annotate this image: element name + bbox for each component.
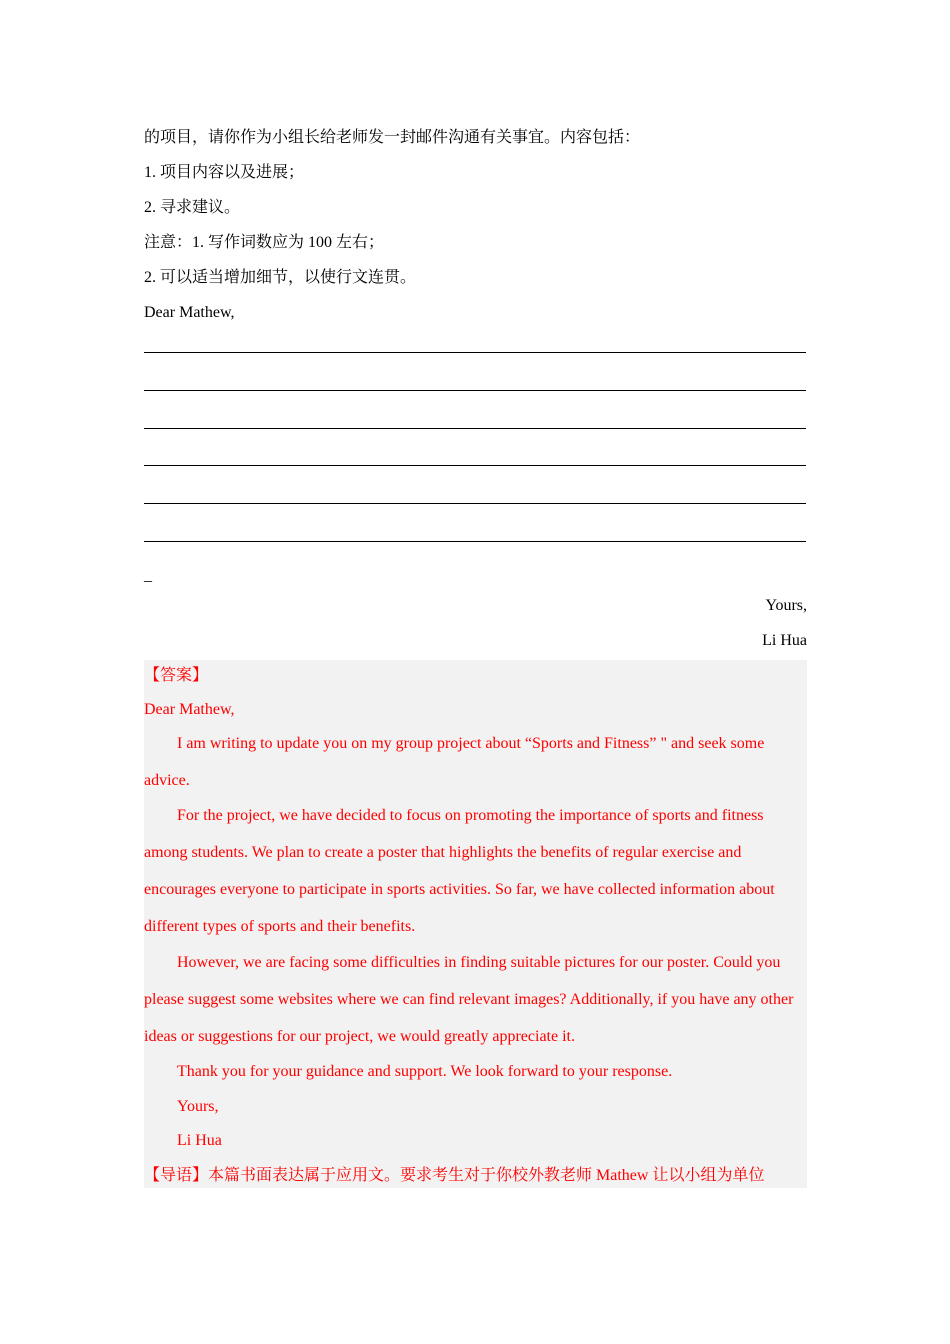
prompt-line-5: 2. 可以适当增加细节，以使行文连贯。 bbox=[144, 269, 417, 286]
writing-line bbox=[144, 541, 806, 542]
writing-line bbox=[144, 390, 806, 391]
prompt-line-1: 的项目，请你作为小组长给老师发一封邮件沟通有关事宜。内容包括： bbox=[144, 129, 641, 146]
answer-paragraph-4: Thank you for your guidance and support. We look forward to your response. bbox=[177, 1063, 673, 1080]
prompt-line-2: 1. 项目内容以及进展； bbox=[144, 164, 305, 181]
answer-paragraph-1: I am writing to update you on my group project about “Sports and Fitness” " and seek some advice. bbox=[144, 735, 765, 789]
answer-paragraph-2: For the project, we have decided to focus on promoting the importance of sports and fitness among students. We plan to create a poster that highlights the benefits of regular exercise and encourages everyone to participate in sports activities. So far, we have collected information about different types of sports and their benefits. bbox=[144, 807, 775, 935]
answer-signature: Li Hua bbox=[177, 1132, 222, 1149]
prompt-signature: Li Hua bbox=[762, 632, 807, 649]
answer-paragraph-3: However, we are facing some difficulties in finding suitable pictures for our poster. Could you please suggest some websites where we can find relevant images? Additionally, if you have any other ideas or suggestions for our project, we would greatly appreciate it. bbox=[144, 954, 794, 1045]
trailing-dash: _ bbox=[144, 567, 152, 584]
prompt-line-4: 注意：1. 写作词数应为 100 左右； bbox=[144, 234, 385, 251]
guide-text: 本篇书面表达属于应用文。要求考生对于你校外教老师 Mathew 让以小组为单位 bbox=[208, 1167, 765, 1184]
prompt-closing: Yours, bbox=[765, 597, 807, 614]
writing-line bbox=[144, 503, 806, 504]
prompt-line-3: 2. 寻求建议。 bbox=[144, 199, 241, 216]
guide-label: 【导语】 bbox=[144, 1167, 209, 1184]
prompt-salutation: Dear Mathew, bbox=[144, 304, 235, 321]
answer-salutation: Dear Mathew, bbox=[144, 701, 235, 718]
guide-line bbox=[144, 1166, 764, 1186]
answer-label: 【答案】 bbox=[144, 667, 209, 684]
writing-line bbox=[144, 428, 806, 429]
writing-line bbox=[144, 465, 806, 466]
answer-closing: Yours, bbox=[177, 1098, 219, 1115]
writing-line bbox=[144, 352, 806, 353]
